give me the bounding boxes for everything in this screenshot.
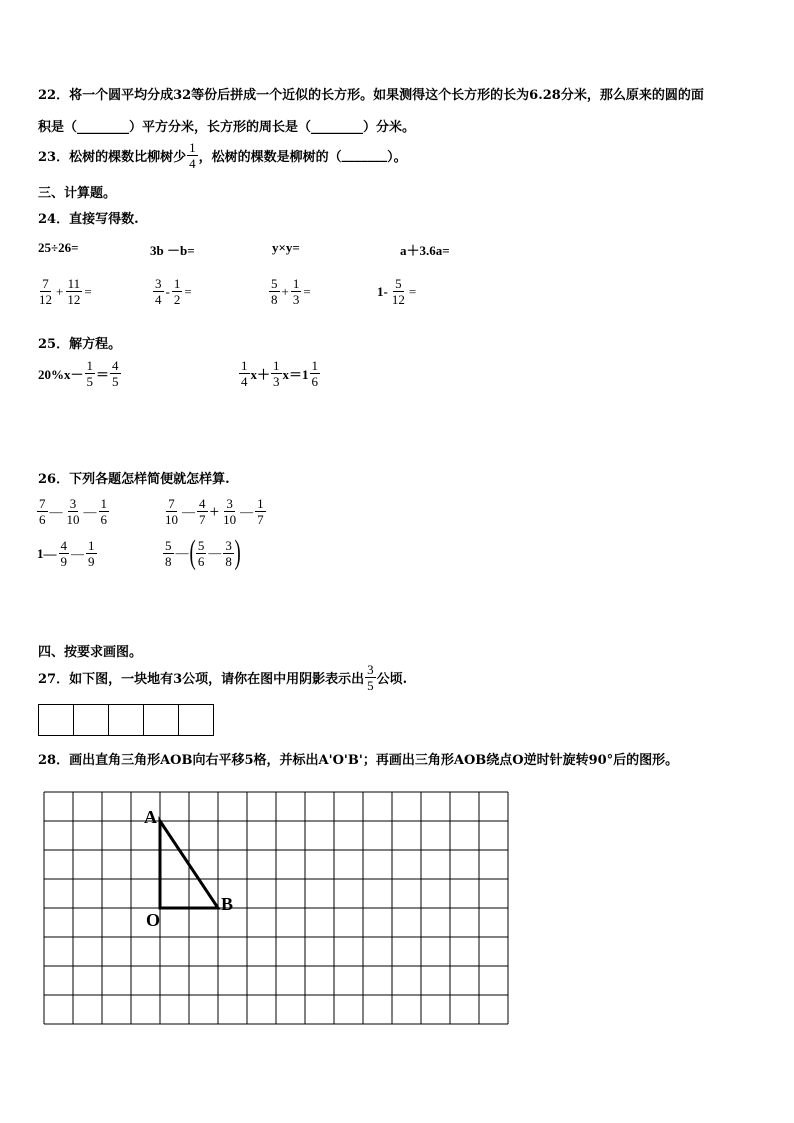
- q22-text-a: 积是（: [38, 120, 78, 135]
- frac-den: 4: [189, 156, 196, 171]
- q27-prefix: 27．如下图，一块地有3公项，请你在图中用阴影表示出: [38, 672, 365, 687]
- prefix: 1-: [377, 283, 388, 299]
- operator: +: [281, 283, 289, 299]
- frac-den: 3: [292, 292, 300, 307]
- frac-den: 6: [100, 512, 107, 527]
- frac-num: 5: [197, 537, 205, 553]
- frac-num: 1: [241, 358, 248, 373]
- q24-expr-3: y×y=: [272, 240, 300, 255]
- frac-num: 5: [271, 276, 278, 291]
- frac-den: 10: [223, 512, 237, 527]
- q23-prefix: 23．松树的棵数比柳树少: [38, 150, 187, 165]
- frac-num: 1: [88, 538, 95, 553]
- label-o: O: [146, 910, 161, 930]
- frac-num: 3: [69, 496, 77, 511]
- eq-prefix: 20%x－: [38, 367, 84, 382]
- operator: —: [83, 503, 97, 519]
- q23-end: ）。: [387, 150, 407, 165]
- q22-text-c: ）分米。: [363, 120, 416, 135]
- left-paren: (: [189, 534, 196, 571]
- frac-den: 7: [257, 512, 264, 527]
- frac-den: 5: [112, 374, 119, 389]
- frac-num: 4: [60, 538, 67, 553]
- equals: =: [84, 283, 92, 299]
- operator: —: [71, 545, 84, 561]
- frac-num: 1: [189, 140, 196, 155]
- equals: ＝: [96, 367, 110, 382]
- q27-suffix: 公顷.: [376, 672, 408, 687]
- q24-expr-4: a＋3.6a=: [400, 243, 450, 258]
- q24-expr-1: 25÷26=: [38, 240, 79, 255]
- frac-num: 3: [155, 276, 162, 291]
- frac-den: 9: [88, 554, 95, 569]
- frac-num: 1: [173, 276, 181, 291]
- frac-den: 12: [391, 292, 405, 307]
- operator: —: [49, 503, 63, 519]
- frac-num: 11: [67, 276, 81, 291]
- frac-num: 4: [199, 496, 206, 511]
- frac-num: 3: [367, 662, 374, 677]
- operator: —: [182, 503, 195, 519]
- frac-num: 5: [165, 537, 172, 553]
- label-a: A: [144, 807, 157, 827]
- operator: -: [165, 283, 170, 299]
- frac-den: 8: [225, 553, 232, 569]
- q24-title: 24．直接写得数.: [38, 212, 139, 227]
- frac-den: 8: [165, 553, 172, 569]
- operator: —: [240, 503, 254, 519]
- q28-text: 28．画出直角三角形AOB向右平移5格，并标出A'O'B'；再画出三角形AOB绕点O逆时针旋转90°后的图形。: [38, 753, 679, 768]
- operator: +: [56, 283, 64, 299]
- frac-num: 7: [39, 496, 46, 511]
- q23-blank[interactable]: _______: [341, 148, 388, 163]
- operator: —: [208, 545, 222, 560]
- q22-line1: 22．将一个圆平均分成32等份后拼成一个近似的长方形。如果测得这个长方形的长为6.28分米，那么原来的圆的面: [38, 88, 704, 103]
- q22-blank-area[interactable]: ________: [77, 120, 130, 135]
- operator: —: [175, 545, 189, 560]
- q25-title: 25．解方程。: [38, 337, 122, 352]
- section-3-heading: 三、计算题。: [38, 186, 117, 201]
- eq-part: x＋: [250, 367, 271, 382]
- frac-den: 12: [39, 292, 52, 307]
- frac-num: 7: [42, 276, 49, 291]
- frac-den: 9: [60, 554, 67, 569]
- q23-suffix: ，松树的棵数是柳树的（: [198, 150, 342, 165]
- operator: +: [209, 501, 220, 521]
- frac-num: 1: [100, 496, 107, 511]
- q24-expr-2: 3b －b=: [150, 243, 195, 258]
- prefix: 1—: [37, 545, 57, 561]
- frac-den: 5: [86, 374, 94, 389]
- right-paren: ): [234, 534, 241, 571]
- q26-title: 26．下列各题怎样简便就怎样算.: [38, 472, 230, 487]
- frac-num: 4: [112, 358, 119, 373]
- frac-num: 1: [273, 358, 280, 373]
- frac-den: 6: [197, 553, 205, 569]
- frac-den: 6: [39, 512, 46, 527]
- label-b: B: [221, 894, 234, 914]
- frac-den: 12: [67, 292, 81, 307]
- frac-den: 7: [199, 512, 206, 527]
- equals: =: [303, 283, 311, 299]
- frac-num: 1: [311, 358, 319, 373]
- frac-den: 4: [155, 292, 162, 307]
- frac-den: 6: [311, 374, 319, 389]
- frac-num: 3: [226, 496, 233, 511]
- grid-lines: [44, 792, 508, 1024]
- frac-den: 2: [173, 292, 181, 307]
- frac-den: 8: [271, 292, 278, 307]
- q22-blank-perimeter[interactable]: ________: [311, 120, 364, 135]
- frac-den: 10: [66, 512, 80, 527]
- frac-num: 1: [292, 276, 300, 291]
- frac-num: 7: [168, 496, 175, 511]
- equals: =: [408, 283, 417, 299]
- frac-den: 4: [241, 374, 248, 389]
- frac-num: 1: [257, 496, 264, 511]
- equals: =: [184, 283, 192, 299]
- frac-num: 5: [395, 276, 402, 291]
- section-4-heading: 四、按要求画图。: [38, 645, 143, 660]
- frac-num: 1: [86, 358, 94, 373]
- q22-text-b: ）平方分米，长方形的周长是（: [129, 120, 312, 135]
- frac-den: 10: [165, 512, 178, 527]
- frac-den: 5: [367, 678, 374, 693]
- frac-den: 3: [273, 374, 280, 389]
- frac-num: 3: [225, 537, 232, 553]
- eq-part: x＝1: [282, 367, 309, 382]
